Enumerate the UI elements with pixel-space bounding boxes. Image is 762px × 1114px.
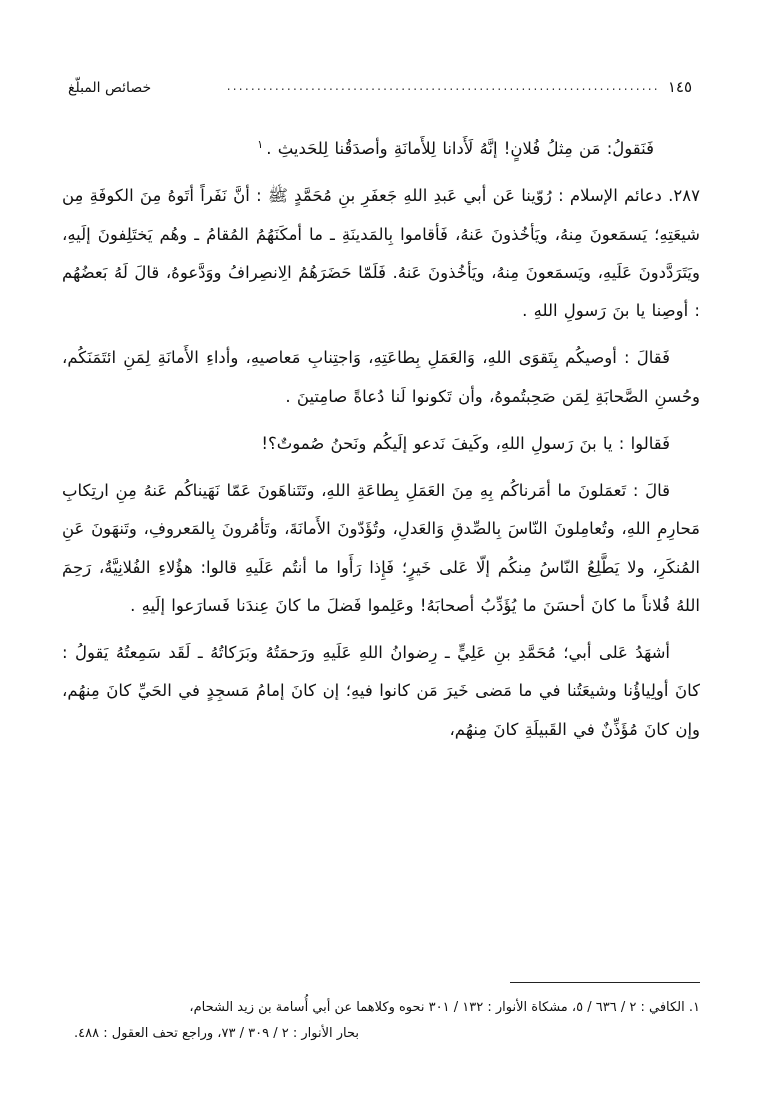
spacer [62, 465, 700, 472]
header-book-title: خصائص المبلّغ [68, 80, 152, 96]
header-dot-leader: ........................................................................ [226, 79, 660, 93]
paragraph-1-text: فَنَقولُ: مَن مِثلُ فُلانٍ! إنَّهُ لَأَدانا لِلأَمانَةِ وأصدَقُنا لِلحَديثِ . [266, 139, 654, 158]
footnote-line-1: ١. الكافي : ٢ / ٦٣٦ / ٥، مشكاة الأنوار : ١٣٢ / ٣٠١ نحوه وكلاهما عن أبي أُسامة بن زيد الشحام، [189, 1000, 700, 1016]
footnotes-section [62, 982, 700, 1046]
page-header [62, 78, 700, 96]
spacer [62, 170, 700, 177]
paragraph-3: فَقالَ : أوصيكُم بِتَقوَى اللهِ، وَالعَمَلِ بِطاعَتِهِ، وَاجتِنابِ مَعاصيهِ، وأداءِ الأَمانَةِ لِمَنِ ائتَمَنَكُم، وحُسنِ الصَّحابَةِ لِمَن صَحِبتُموهُ، وأن تَكونوا لَنا دُعاةً صامِتينَ . [62, 348, 700, 406]
paragraph-1 [62, 130, 700, 168]
page-number: ١٤٥ [667, 78, 692, 96]
paragraph-2: ٢٨٧. دعائم الإسلام : رُوّينا عَن أبي عَبدِ اللهِ جَعفَرِ بنِ مُحَمَّدٍ ﷺ : أنَّ نَفَراً أتَوهُ مِنَ الكوفَةِ مِن شيعَتِهِ؛ يَسمَعونَ مِنهُ، ويَأخُذونَ عَنهُ، فَأقاموا بِالمَدينَةِ ـ ما أمكَنَهُمُ المُقامُ ـ وهُم يَختَلِفونَ إلَيهِ، ويَتَرَدَّدونَ عَلَيهِ، ويَسمَعونَ مِنهُ، ويَأخُذونَ عَنهُ. فَلَمّا حَضَرَهُمُ الِانصِرافُ ووَدَّعوهُ، قالَ لَهُ بَعضُهُم : أوصِنا يا بنَ رَسولِ اللهِ . [62, 186, 700, 321]
paragraph-6: أشهَدُ عَلى أبي؛ مُحَمَّدِ بنِ عَلِيٍّ ـ رِضوانُ اللهِ عَلَيهِ ورَحمَتُهُ وبَرَكاتُهُ ـ لَقَد سَمِعتُهُ يَقولُ : كانَ أولِياؤُنا وشيعَتُنا في ما مَضى خَيرَ مَن كانوا فيهِ؛ إن كانَ إمامُ مَسجِدٍ في الحَيِّ كانَ مِنهُم، وإن كانَ مُؤَذِّنٌ في القَبيلَةِ كانَ مِنهُم، [62, 643, 700, 739]
footnote-line-2: بحار الأنوار : ٢ / ٣٠٩ / ٧٣، وراجع تحف العقول : ٤٨٨. [74, 1025, 360, 1041]
paragraph-5: قالَ : تَعمَلونَ ما أمَرناكُم بِهِ مِنَ العَمَلِ بِطاعَةِ اللهِ، وتَتَناهَونَ عَمّا نَهَيناكُم عَنهُ مِنِ ارتِكابِ مَحارِمِ اللهِ، وتُعامِلونَ النّاسَ بِالصِّدقِ وَالعَدلِ، وتُؤَدّونَ الأَمانَةَ، وتَأمُرونَ بِالمَعروفِ، وتَنهَونَ عَنِ المُنكَرِ، ولا يَطَّلِعُ النّاسُ مِنكُم إلّا عَلى خَيرٍ؛ فَإِذا رَأَوا ما أنتُم عَلَيهِ قالوا: هؤُلاءِ الفُلانِيَّةُ، رَحِمَ اللهُ فُلاناً ما كانَ أحسَنَ ما يُؤَدِّبُ أصحابَهُ! وعَلِموا فَضلَ ما كانَ عِندَنا فَسارَعوا إلَيهِ . [62, 481, 700, 615]
spacer [62, 418, 700, 425]
spacer [62, 627, 700, 634]
spacer [62, 332, 700, 339]
footnote-separator [510, 982, 700, 983]
page-body [62, 130, 700, 749]
paragraph-4: فَقالوا : يا بنَ رَسولِ اللهِ، وكَيفَ نَدعو إلَيكُم ونَحنُ صُموتٌ؟! [261, 433, 670, 453]
footnote-marker-1: ١ [257, 137, 264, 151]
